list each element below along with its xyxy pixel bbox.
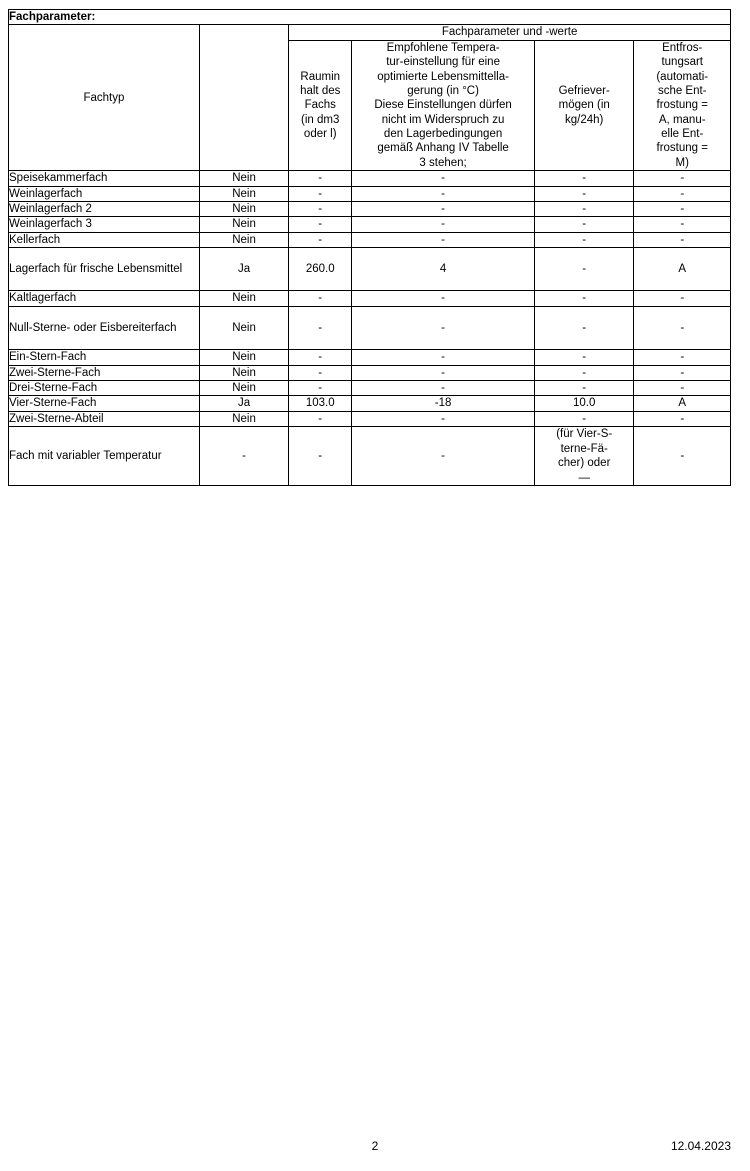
cell-gefriervermoegen: - bbox=[534, 380, 634, 395]
cell-gefriervermoegen: - bbox=[534, 350, 634, 365]
row-label: Weinlagerfach bbox=[9, 186, 200, 201]
cell-entfrostungsart: A bbox=[634, 248, 731, 291]
table-row bbox=[9, 306, 731, 349]
col-head-line: tungsart bbox=[661, 56, 704, 69]
cell-rauminhalt-flag: Nein bbox=[199, 306, 288, 349]
column-header-fachtyp: Fachtyp bbox=[9, 25, 200, 171]
cell-rauminhalt: - bbox=[289, 291, 352, 306]
col-head-line: kg/24h) bbox=[565, 113, 604, 126]
cell-entfrostungsart: - bbox=[634, 201, 731, 216]
row-label: Ein-Stern-Fach bbox=[9, 350, 200, 365]
cell-rauminhalt: - bbox=[289, 232, 352, 247]
cell-rauminhalt-flag: Nein bbox=[199, 411, 288, 426]
row-label: Kaltlagerfach bbox=[9, 291, 200, 306]
cell-entfrostungsart: - bbox=[634, 365, 731, 380]
cell-temperatur: - bbox=[352, 201, 535, 216]
col-head-line: M) bbox=[675, 156, 689, 169]
table-title: Fachparameter: bbox=[9, 10, 731, 25]
cell-rauminhalt-flag: Nein bbox=[199, 291, 288, 306]
col-head-line: frostung = bbox=[656, 99, 708, 112]
row-label: Null-Sterne- oder Eisbereiterfach bbox=[9, 306, 200, 349]
cell-temperatur: - bbox=[352, 411, 535, 426]
cell-gefriervermoegen: - bbox=[534, 411, 634, 426]
table-row bbox=[9, 186, 731, 201]
cell-entfrostungsart: - bbox=[634, 186, 731, 201]
row-label: Fach mit variabler Temperatur bbox=[9, 427, 200, 486]
cell-rauminhalt-flag: - bbox=[199, 427, 288, 486]
cell-gefriervermoegen: - bbox=[534, 365, 634, 380]
cell-gefriervermoegen: - bbox=[534, 217, 634, 232]
cell-gefriervermoegen: 10.0 bbox=[534, 396, 634, 411]
table-title-row bbox=[9, 10, 731, 25]
cell-temperatur: - bbox=[352, 365, 535, 380]
cell-rauminhalt-flag: Nein bbox=[199, 201, 288, 216]
row-label: Lagerfach für frische Lebensmittel bbox=[9, 248, 200, 291]
cell-gefriervermoegen bbox=[534, 427, 634, 486]
row-label: Weinlagerfach 3 bbox=[9, 217, 200, 232]
cell-rauminhalt: 103.0 bbox=[289, 396, 352, 411]
column-header-entfrostungsart bbox=[634, 40, 731, 170]
col-head-line: (in dm3 bbox=[301, 113, 340, 126]
cell-temperatur: - bbox=[352, 291, 535, 306]
col-head-line: Raumin bbox=[300, 70, 341, 83]
cell-line: — bbox=[578, 471, 590, 484]
cell-rauminhalt: - bbox=[289, 171, 352, 186]
cell-gefriervermoegen: - bbox=[534, 201, 634, 216]
cell-rauminhalt-flag: Nein bbox=[199, 350, 288, 365]
cell-temperatur: - bbox=[352, 171, 535, 186]
col-head-line: frostung = bbox=[656, 142, 708, 155]
col-head-line: sche Ent- bbox=[657, 84, 707, 97]
cell-temperatur: - bbox=[352, 427, 535, 486]
cell-temperatur: - bbox=[352, 350, 535, 365]
table-row bbox=[9, 427, 731, 486]
group-header-fachparameter-werte: Fachparameter und -werte bbox=[289, 25, 731, 40]
cell-gefriervermoegen: - bbox=[534, 171, 634, 186]
row-label: Speisekammerfach bbox=[9, 171, 200, 186]
cell-rauminhalt-flag: Nein bbox=[199, 186, 288, 201]
cell-rauminhalt: - bbox=[289, 365, 352, 380]
col-head-line: optimierte Lebensmittella- bbox=[377, 70, 509, 83]
cell-rauminhalt-flag: Ja bbox=[199, 396, 288, 411]
cell-temperatur: - bbox=[352, 380, 535, 395]
cell-entfrostungsart: - bbox=[634, 350, 731, 365]
row-label: Zwei-Sterne-Abteil bbox=[9, 411, 200, 426]
table-row bbox=[9, 217, 731, 232]
cell-line: (für Vier-S- bbox=[556, 428, 613, 441]
cell-temperatur: - bbox=[352, 306, 535, 349]
cell-temperatur: - bbox=[352, 232, 535, 247]
cell-rauminhalt-flag: Nein bbox=[199, 380, 288, 395]
cell-rauminhalt-flag: Nein bbox=[199, 171, 288, 186]
table-row bbox=[9, 411, 731, 426]
column-header-rauminhalt bbox=[289, 40, 352, 170]
row-label: Weinlagerfach 2 bbox=[9, 201, 200, 216]
row-label: Kellerfach bbox=[9, 232, 200, 247]
col-head-line: den Lagerbedingungen bbox=[383, 128, 503, 140]
table-row bbox=[9, 248, 731, 291]
col-head-line: elle Ent- bbox=[661, 128, 704, 140]
col-head-line: Empfohlene Tempera- bbox=[386, 41, 500, 54]
col-head-line: oder l) bbox=[303, 128, 337, 140]
page-number: 2 bbox=[371, 1139, 379, 1153]
cell-temperatur: 4 bbox=[352, 248, 535, 291]
col-head-line: gerung (in °C) bbox=[407, 84, 479, 97]
cell-temperatur: - bbox=[352, 186, 535, 201]
cell-gefriervermoegen: - bbox=[534, 306, 634, 349]
cell-rauminhalt-flag: Nein bbox=[199, 217, 288, 232]
page-footer bbox=[0, 1139, 750, 1157]
table-group-header-row bbox=[9, 25, 731, 40]
table-row bbox=[9, 380, 731, 395]
cell-entfrostungsart: - bbox=[634, 411, 731, 426]
cell-rauminhalt-flag: Nein bbox=[199, 365, 288, 380]
col-head-line: Entfros- bbox=[662, 41, 703, 54]
col-head-line: halt des bbox=[300, 84, 341, 97]
column-header-blank bbox=[199, 40, 288, 170]
row-label: Vier-Sterne-Fach bbox=[9, 396, 200, 411]
cell-rauminhalt: - bbox=[289, 306, 352, 349]
cell-rauminhalt-flag: Ja bbox=[199, 248, 288, 291]
cell-line: terne-Fä- bbox=[560, 442, 608, 455]
cell-entfrostungsart: - bbox=[634, 217, 731, 232]
col-head-line: A, manu- bbox=[658, 113, 706, 126]
cell-rauminhalt: - bbox=[289, 350, 352, 365]
col-head-line: nicht im Widerspruch zu bbox=[381, 113, 505, 126]
col-head-line: Diese Einstellungen dürfen bbox=[374, 99, 512, 112]
col-head-line: (automati- bbox=[656, 70, 709, 83]
column-header-temperatur bbox=[352, 40, 535, 170]
cell-entfrostungsart: - bbox=[634, 171, 731, 186]
cell-rauminhalt-flag: Nein bbox=[199, 232, 288, 247]
cell-gefriervermoegen: - bbox=[534, 186, 634, 201]
cell-rauminhalt: - bbox=[289, 380, 352, 395]
cell-rauminhalt: 260.0 bbox=[289, 248, 352, 291]
table-row bbox=[9, 350, 731, 365]
cell-entfrostungsart: - bbox=[634, 380, 731, 395]
table-row bbox=[9, 201, 731, 216]
col-head-line: 3 stehen; bbox=[419, 156, 467, 169]
cell-entfrostungsart: - bbox=[634, 427, 731, 486]
table-row bbox=[9, 396, 731, 411]
fachparameter-table bbox=[8, 9, 731, 486]
cell-rauminhalt: - bbox=[289, 201, 352, 216]
col-head-line: Fachs bbox=[304, 99, 336, 112]
cell-rauminhalt: - bbox=[289, 217, 352, 232]
table-row bbox=[9, 171, 731, 186]
col-head-line: mögen (in bbox=[558, 99, 610, 112]
table-row bbox=[9, 291, 731, 306]
cell-gefriervermoegen: - bbox=[534, 232, 634, 247]
col-head-line: tur-einstellung für eine bbox=[386, 56, 500, 69]
row-label: Zwei-Sterne-Fach bbox=[9, 365, 200, 380]
cell-line: cher) oder bbox=[558, 457, 611, 470]
cell-gefriervermoegen: - bbox=[534, 248, 634, 291]
cell-rauminhalt: - bbox=[289, 411, 352, 426]
footer-date: 12.04.2023 bbox=[670, 1139, 731, 1153]
cell-rauminhalt: - bbox=[289, 427, 352, 486]
table-row bbox=[9, 365, 731, 380]
cell-rauminhalt: - bbox=[289, 186, 352, 201]
col-head-line: Gefriever- bbox=[558, 84, 610, 97]
cell-entfrostungsart: - bbox=[634, 306, 731, 349]
cell-entfrostungsart: - bbox=[634, 291, 731, 306]
table-row bbox=[9, 232, 731, 247]
cell-entfrostungsart: A bbox=[634, 396, 731, 411]
col-head-line: gemäß Anhang IV Tabelle bbox=[377, 142, 509, 155]
cell-gefriervermoegen: - bbox=[534, 291, 634, 306]
cell-temperatur: - bbox=[352, 217, 535, 232]
cell-temperatur: -18 bbox=[352, 396, 535, 411]
row-label: Drei-Sterne-Fach bbox=[9, 380, 200, 395]
cell-entfrostungsart: - bbox=[634, 232, 731, 247]
column-header-gefriervermoegen bbox=[534, 40, 634, 170]
